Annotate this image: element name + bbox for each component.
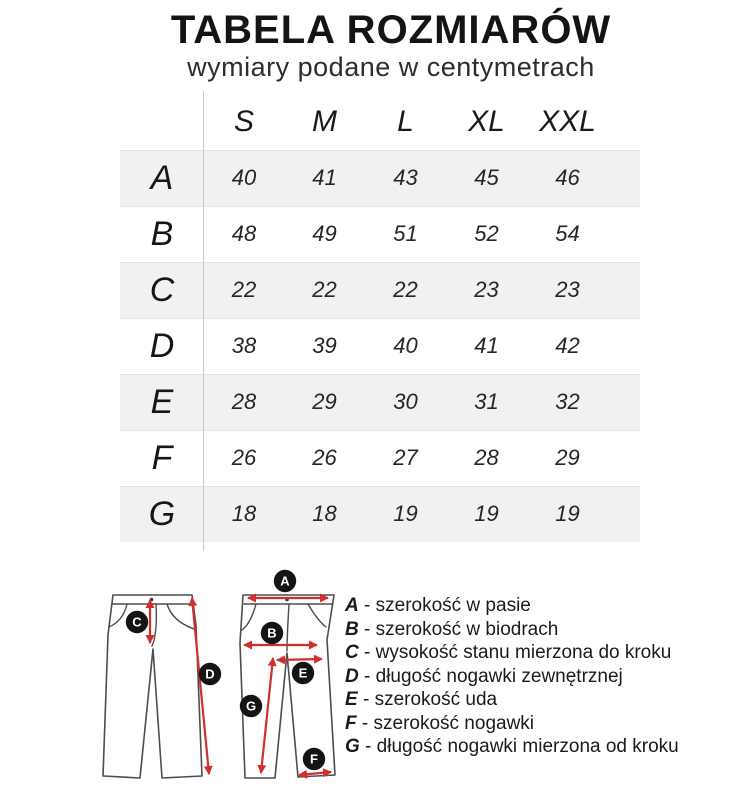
legend-item-e — [345, 688, 679, 712]
legend-item-f — [345, 712, 679, 736]
legend-separator: - — [358, 665, 376, 687]
legend-description: szerokość w biodrach — [375, 618, 559, 640]
column-header-l: L — [397, 105, 414, 139]
size-value-cell: 19 — [555, 501, 580, 527]
legend-description: długość nogawki mierzona od kroku — [376, 736, 679, 757]
legend-description: długość nogawki zewnętrznej — [375, 665, 623, 687]
legend-description: szerokość nogawki — [373, 712, 535, 734]
table-row-c — [120, 262, 640, 318]
pants-diagram — [95, 565, 345, 796]
badge-d-letter: D — [205, 666, 215, 682]
badge-b-letter: B — [267, 625, 277, 641]
legend-item-g — [345, 735, 679, 759]
size-value-cell: 28 — [231, 389, 257, 414]
size-table — [120, 95, 640, 542]
table-row-d — [120, 318, 640, 374]
size-value-cell: 40 — [393, 333, 418, 358]
pants-front — [103, 595, 221, 778]
size-value-cell: 46 — [555, 165, 580, 190]
size-value-cell: 54 — [555, 221, 580, 246]
pants-front-outline — [103, 595, 202, 778]
table-row-f — [120, 430, 640, 486]
measure-arrow-e — [277, 659, 322, 660]
legend-key: B — [345, 618, 359, 640]
row-label: B — [150, 214, 174, 253]
spacer-cell — [608, 206, 640, 262]
size-value-cell: 40 — [231, 165, 257, 190]
size-value-cell: 32 — [555, 389, 580, 414]
legend-separator: - — [357, 689, 375, 710]
table-row-e — [120, 374, 640, 430]
page-header — [0, 8, 754, 83]
legend-key: C — [345, 642, 359, 663]
legend-key: D — [345, 665, 359, 687]
legend-description: szerokość uda — [374, 689, 498, 710]
legend-item-c — [345, 641, 679, 665]
legend-description: szerokość w pasie — [375, 595, 531, 616]
size-value-cell: 27 — [393, 445, 418, 470]
legend-key: F — [345, 712, 357, 734]
legend-separator: - — [356, 712, 374, 734]
size-value-cell: 22 — [312, 277, 337, 302]
size-value-cell: 52 — [474, 221, 499, 246]
table-row-b — [120, 206, 640, 262]
size-value-cell: 19 — [474, 501, 499, 527]
legend-key: A — [345, 595, 359, 616]
row-label: A — [150, 158, 174, 197]
size-value-cell: 31 — [474, 389, 499, 414]
spacer-cell — [608, 374, 640, 430]
column-header-s: S — [233, 105, 254, 139]
size-value-cell: 23 — [555, 277, 580, 302]
spacer-cell — [608, 430, 640, 486]
size-value-cell: 42 — [555, 333, 580, 358]
row-label: G — [148, 494, 176, 533]
legend-description: wysokość stanu mierzona do kroku — [375, 642, 672, 663]
spacer-cell — [608, 486, 640, 542]
measurement-legend — [345, 594, 679, 759]
row-label: F — [151, 438, 173, 477]
row-label-column-header — [120, 95, 204, 150]
row-label: D — [149, 326, 175, 365]
size-value-cell: 41 — [474, 333, 499, 358]
spacer-cell — [608, 318, 640, 374]
table-divider — [203, 91, 204, 551]
page-subtitle: wymiary podane w centymetrach — [187, 52, 595, 82]
legend-item-d — [345, 665, 679, 689]
legend-separator: - — [358, 618, 376, 640]
size-value-cell: 45 — [474, 165, 499, 190]
size-value-cell: 48 — [231, 221, 257, 246]
size-value-cell: 26 — [231, 445, 257, 470]
size-value-cell: 39 — [312, 333, 337, 358]
legend-key: E — [345, 689, 358, 710]
size-value-cell: 43 — [393, 165, 418, 190]
badge-g-letter: G — [245, 698, 257, 714]
badge-a-letter: A — [280, 573, 290, 589]
size-value-cell: 38 — [231, 333, 257, 358]
size-value-cell: 30 — [393, 389, 418, 414]
row-label: E — [150, 382, 174, 421]
size-value-cell: 18 — [312, 501, 337, 527]
size-value-cell: 51 — [393, 221, 418, 246]
spacer-column-header — [608, 95, 640, 150]
size-table-header-row — [120, 95, 640, 150]
column-header-m: M — [312, 105, 337, 139]
spacer-cell — [608, 262, 640, 318]
pants-back — [240, 570, 335, 778]
size-value-cell: 22 — [231, 277, 257, 302]
spacer-cell — [608, 150, 640, 206]
badge-c-letter: C — [132, 614, 142, 630]
legend-item-a — [345, 594, 679, 618]
size-value-cell: 22 — [393, 277, 418, 302]
size-value-cell: 28 — [474, 445, 499, 470]
table-row-a — [120, 150, 640, 206]
size-value-cell: 29 — [312, 389, 337, 414]
legend-key: G — [345, 736, 360, 757]
legend-separator: - — [358, 642, 376, 663]
legend-separator: - — [358, 595, 376, 616]
column-header-xl: XL — [468, 105, 505, 139]
size-value-cell: 29 — [555, 445, 580, 470]
size-value-cell: 41 — [312, 165, 337, 190]
size-value-cell: 49 — [312, 221, 337, 246]
table-row-g — [120, 486, 640, 542]
column-header-xxl: XXL — [539, 105, 596, 139]
size-value-cell: 18 — [231, 501, 257, 527]
size-value-cell: 19 — [393, 501, 418, 527]
legend-item-b — [345, 618, 679, 642]
size-value-cell: 23 — [474, 277, 499, 302]
page-title: TABELA ROZMIARÓW — [170, 8, 612, 52]
badge-e-letter: E — [298, 665, 308, 681]
size-value-cell: 26 — [312, 445, 337, 470]
row-label: C — [149, 270, 175, 309]
badge-f-letter: F — [310, 751, 318, 767]
legend-separator: - — [359, 736, 377, 757]
